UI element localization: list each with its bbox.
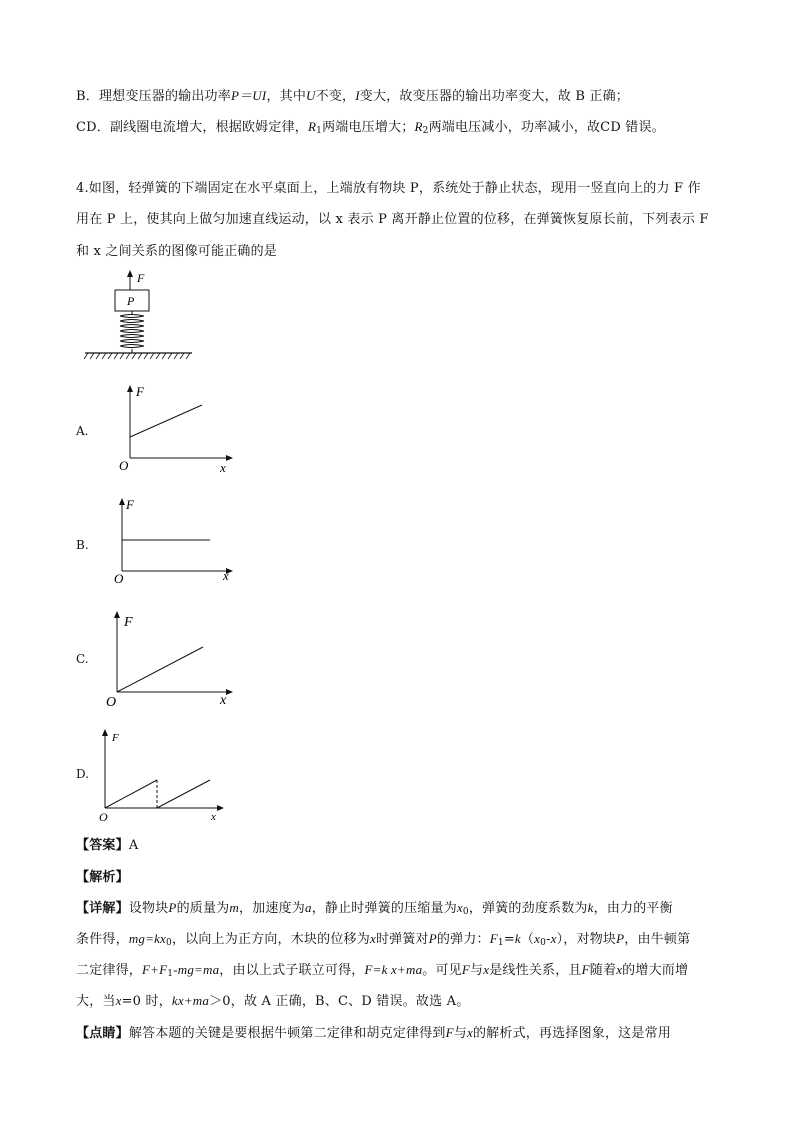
- equation: mg=kx: [128, 931, 167, 946]
- option-b-explanation: [76, 85, 629, 104]
- y-axis-arrow: [127, 385, 133, 392]
- comment-line: [76, 1022, 671, 1041]
- option-c-label: C.: [76, 652, 89, 666]
- answer-value: A: [128, 838, 139, 853]
- text: 与: [470, 963, 484, 978]
- text: 的弹力：: [436, 932, 490, 947]
- option-c-graph: [100, 606, 240, 708]
- var: a: [305, 900, 312, 915]
- text: 两端电压减小，功率减小，故CD 错误。: [428, 120, 665, 135]
- x-axis-arrow: [226, 455, 233, 461]
- var: m: [229, 900, 239, 915]
- text: 是线性关系，且: [489, 963, 582, 978]
- subscript: 0: [462, 907, 469, 917]
- y-axis-label: F: [112, 732, 119, 744]
- answer-line: [76, 834, 138, 853]
- origin-label: O: [114, 571, 124, 586]
- detail-tag: 【详解】: [76, 901, 129, 916]
- var: k: [587, 900, 594, 915]
- var: F: [461, 962, 471, 977]
- subscript: 2: [422, 126, 429, 136]
- text: ，静止时弹簧的压缩量为: [311, 901, 457, 916]
- var-i: I: [355, 88, 360, 103]
- y-axis-arrow: [119, 498, 125, 505]
- text: ＞0，故 A 正确，B、C、D 错误。故选 A。: [209, 994, 470, 1009]
- equation: kx+ma: [171, 993, 210, 1008]
- text: B．理想变压器的输出功率: [76, 89, 231, 104]
- option-b-graph: [110, 493, 240, 588]
- equation: -mg=ma: [173, 962, 220, 977]
- force-label: F: [137, 271, 145, 285]
- force-arrow-head: [127, 270, 133, 277]
- option-b-label: B.: [76, 538, 89, 552]
- y-axis-label: F: [124, 615, 133, 630]
- question-line-2: 用在 P 上，使其向上做匀加速直线运动，以 x 表示 P 离开静止位置的位移，在弹簧恢复原长前，下列表示 F: [76, 212, 709, 227]
- graph-segment-1: [105, 780, 157, 808]
- var: P: [428, 931, 437, 946]
- equation: F+F: [142, 962, 168, 977]
- text: 两端电压增大；: [322, 120, 415, 135]
- text: 解答本题的关键是要根据牛顿第二定律和胡克定律得到: [128, 1026, 446, 1041]
- text: （: [520, 932, 535, 947]
- var-r2: R: [414, 119, 423, 134]
- detail-line-1: [76, 897, 673, 917]
- origin-label: O: [119, 458, 129, 473]
- text: ，由牛顿第: [624, 932, 691, 947]
- detail-line-3: [76, 959, 688, 979]
- subscript: 1: [497, 938, 504, 948]
- y-axis-arrow: [102, 729, 108, 736]
- text: 时弹簧对: [375, 932, 429, 947]
- text: ，弹簧的劲度系数为: [468, 901, 588, 916]
- var: x: [534, 931, 541, 946]
- comment-tag: 【点睛】: [76, 1026, 129, 1041]
- text: 随着: [589, 963, 617, 978]
- question-line-3: 和 x 之间关系的图像可能正确的是: [76, 244, 277, 259]
- option-cd-explanation: [76, 116, 665, 136]
- x-axis-arrow: [226, 689, 233, 695]
- text: ，其中: [266, 89, 307, 104]
- var: x: [369, 931, 376, 946]
- y-axis-label: F: [136, 384, 144, 399]
- x-axis-label: x: [220, 693, 227, 708]
- formula: P＝UI: [230, 88, 267, 103]
- text: 与: [453, 1026, 467, 1041]
- var: x: [616, 962, 623, 977]
- var: F: [581, 962, 590, 977]
- text: CD．副线圈电流增大，根据欧姆定律，: [76, 120, 308, 135]
- spring-block-figure: [80, 268, 200, 368]
- text: ，以向上为正方向，木块的位移为: [171, 932, 370, 947]
- origin-label: O: [106, 695, 117, 708]
- var: x: [483, 962, 490, 977]
- text: ，加速度为: [238, 901, 305, 916]
- var: x: [550, 931, 557, 946]
- text: 条件得，: [76, 932, 129, 947]
- subscript: 0: [540, 938, 547, 948]
- var-u: U: [306, 88, 316, 103]
- x-axis-label: x: [211, 811, 216, 823]
- subscript: 0: [166, 938, 172, 948]
- text: 的质量为: [176, 901, 230, 916]
- text: 设物块: [128, 901, 169, 916]
- text: =0 时，: [121, 994, 172, 1009]
- block-label: P: [127, 294, 135, 308]
- var: x: [115, 993, 122, 1008]
- subscript: 1: [316, 126, 323, 136]
- graph-line: [117, 647, 203, 692]
- var: x: [456, 900, 463, 915]
- var: F: [445, 1025, 454, 1040]
- text: ），对物块: [556, 932, 617, 947]
- answer-tag: 【答案】: [76, 838, 129, 853]
- y-axis-label: F: [126, 497, 134, 512]
- text: ，由以上式子联立可得，: [219, 963, 365, 978]
- text: 不变，: [315, 89, 356, 104]
- text: -: [546, 932, 551, 947]
- x-axis-arrow: [217, 805, 224, 811]
- option-d-label: D.: [76, 767, 90, 781]
- text: 大，当: [76, 994, 116, 1009]
- var: P: [616, 931, 625, 946]
- option-a-graph: [110, 380, 240, 475]
- y-axis-arrow: [114, 611, 120, 618]
- ground-hatching: [84, 353, 190, 359]
- analysis-heading: [76, 866, 129, 885]
- text: 。可见: [422, 963, 462, 978]
- equation: F=k x+ma: [364, 962, 423, 977]
- var: P: [168, 900, 177, 915]
- detail-line-2: [76, 928, 690, 948]
- var-r1: R: [307, 119, 317, 134]
- analysis-tag: 【解析】: [76, 870, 129, 885]
- text: 变大，故变压器的输出功率变大，故 B 正确；: [359, 89, 629, 104]
- subscript: 1: [167, 969, 174, 979]
- x-axis-label: x: [223, 568, 229, 583]
- option-a-label: A.: [76, 424, 89, 438]
- origin-label: O: [99, 810, 108, 824]
- x-axis-label: x: [220, 460, 226, 475]
- graph-segment-2: [157, 780, 210, 808]
- var: k: [514, 931, 521, 946]
- spring: [120, 311, 144, 353]
- option-d-graph: [95, 724, 235, 826]
- graph-line: [130, 405, 202, 437]
- question-line-1: 4.如图，轻弹簧的下端固定在水平桌面上，上端放有物块 P，系统处于静止状态，现用一竖直向上的力 F 作: [76, 181, 701, 196]
- text: 的增大而增: [622, 963, 689, 978]
- var: x: [466, 1025, 473, 1040]
- text: 二定律得，: [76, 963, 143, 978]
- text: =: [503, 932, 515, 947]
- text: ，由力的平衡: [593, 901, 673, 916]
- detail-line-4: [76, 990, 469, 1009]
- text: 的解析式，再选择图象，这是常用: [472, 1026, 671, 1041]
- var: F: [489, 931, 498, 946]
